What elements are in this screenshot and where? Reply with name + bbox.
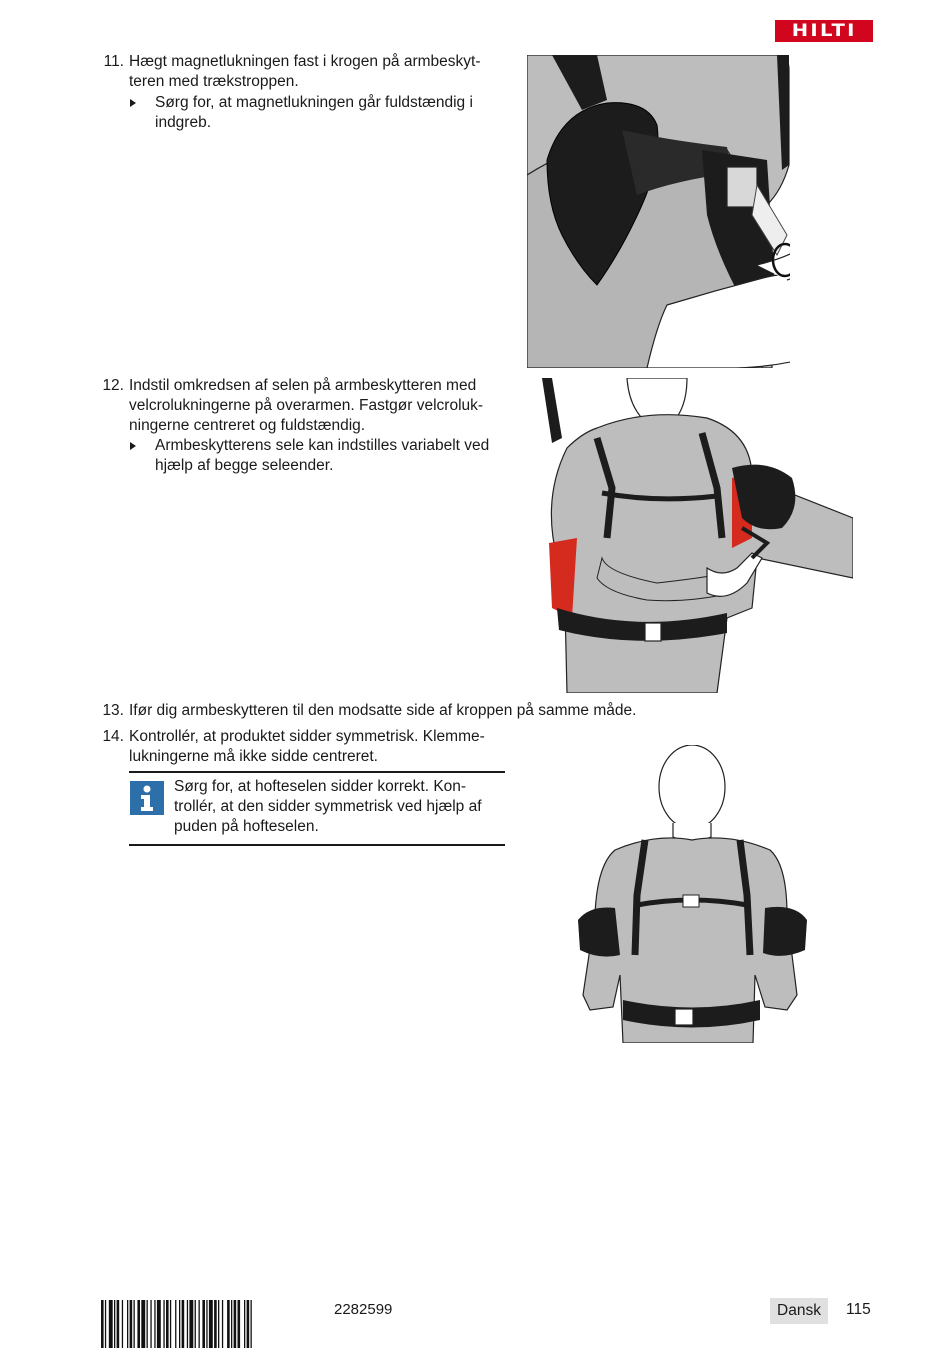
- barcode-bar: [122, 1300, 123, 1348]
- step-11: [100, 52, 505, 92]
- barcode-bar: [147, 1300, 148, 1348]
- barcode-bar: [134, 1300, 135, 1348]
- barcode-bar: [251, 1300, 252, 1348]
- doc-number: 2282599: [334, 1301, 393, 1318]
- barcode-bar: [187, 1300, 188, 1348]
- step-number: 11.: [103, 53, 124, 70]
- info-line: trollér, at den sidder symmetrisk ved hjælp af: [174, 798, 482, 815]
- barcode-bar: [130, 1300, 133, 1348]
- result-line: hjælp af begge seleender.: [155, 457, 334, 474]
- barcode: [101, 1300, 311, 1348]
- step-line: teren med trækstroppen.: [129, 73, 299, 90]
- barcode-bar: [209, 1300, 213, 1348]
- step-12-result: [130, 436, 505, 476]
- step-line: Hægt magnetlukningen fast i krogen på armbeskyt-: [129, 53, 481, 70]
- barcode-bar: [127, 1300, 128, 1348]
- barcode-bar: [199, 1300, 200, 1348]
- result-line: Armbeskytterens sele kan indstilles variabelt ved: [155, 437, 490, 454]
- info-top-rule: [129, 771, 505, 773]
- step-11-result: [130, 93, 505, 133]
- barcode-bar: [218, 1300, 219, 1348]
- barcode-bar: [166, 1300, 169, 1348]
- barcode-bar: [247, 1300, 250, 1348]
- step-line: Indstil omkredsen af selen på armbeskytteren med: [129, 377, 477, 394]
- page-number: 115: [846, 1301, 871, 1318]
- step-number: 12.: [102, 377, 124, 394]
- barcode-bar: [214, 1300, 217, 1348]
- barcode-bar: [137, 1300, 140, 1348]
- barcode-bar: [170, 1300, 171, 1348]
- barcode-bar: [105, 1300, 106, 1348]
- step-text: [129, 376, 505, 436]
- barcode-bar: [202, 1300, 205, 1348]
- result-arrow-icon: [130, 99, 136, 107]
- barcode-bar: [195, 1300, 196, 1348]
- barcode-bar: [114, 1300, 115, 1348]
- info-bottom-rule: [129, 844, 505, 846]
- step-12: [100, 376, 505, 436]
- step-text: [129, 52, 505, 92]
- step-14: [100, 727, 505, 767]
- barcode-bar: [163, 1300, 164, 1348]
- step-line: velcrolukningerne på overarmen. Fastgør velcroluk-: [129, 397, 484, 414]
- barcode-bar: [157, 1300, 161, 1348]
- barcode-bar: [101, 1300, 104, 1348]
- barcode-bar: [238, 1300, 241, 1348]
- barcode-bar: [244, 1300, 245, 1348]
- barcode-bar: [179, 1300, 180, 1348]
- step-text: [129, 727, 505, 767]
- barcode-bar: [222, 1300, 223, 1348]
- barcode-bar: [150, 1300, 151, 1348]
- info-icon: [130, 781, 164, 815]
- logo-text: HILTI: [791, 21, 857, 41]
- step-number: 13.: [102, 702, 124, 719]
- figure-arm-strap-adjust: [537, 378, 853, 693]
- step-text: Ifør dig armbeskytteren til den modsatte side af kroppen på samme måde.: [129, 702, 637, 719]
- barcode-bar: [206, 1300, 207, 1348]
- info-note-text: [174, 777, 505, 837]
- step-line: lukningerne må ikke sidde centreret.: [129, 748, 378, 765]
- barcode-bar: [117, 1300, 120, 1348]
- step-number: 14.: [102, 728, 124, 745]
- info-line: puden på hofteselen.: [174, 818, 319, 835]
- step-line: Kontrollér, at produktet sidder symmetrisk. Klemme-: [129, 728, 485, 745]
- figure-symmetric-fit: [575, 745, 810, 1043]
- barcode-bar: [109, 1300, 113, 1348]
- figure-magnet-closure: [527, 55, 790, 368]
- result-arrow-icon: [130, 442, 136, 450]
- barcode-bar: [234, 1300, 237, 1348]
- barcode-bar: [154, 1300, 155, 1348]
- language-label: Dansk: [770, 1298, 828, 1324]
- result-line: indgreb.: [155, 114, 212, 131]
- step-13: [100, 701, 700, 721]
- barcode-bar: [182, 1300, 185, 1348]
- barcode-bar: [227, 1300, 230, 1348]
- result-line: Sørg for, at magnetlukningen går fuldstændig i: [155, 94, 473, 111]
- step-line: ningerne centreret og fuldstændig.: [129, 417, 366, 434]
- barcode-bar: [231, 1300, 232, 1348]
- barcode-bar: [189, 1300, 193, 1348]
- barcode-bar: [175, 1300, 176, 1348]
- barcode-bar: [141, 1300, 145, 1348]
- hilti-logo: [775, 20, 873, 42]
- info-line: Sørg for, at hofteselen sidder korrekt. Kon-: [174, 778, 467, 795]
